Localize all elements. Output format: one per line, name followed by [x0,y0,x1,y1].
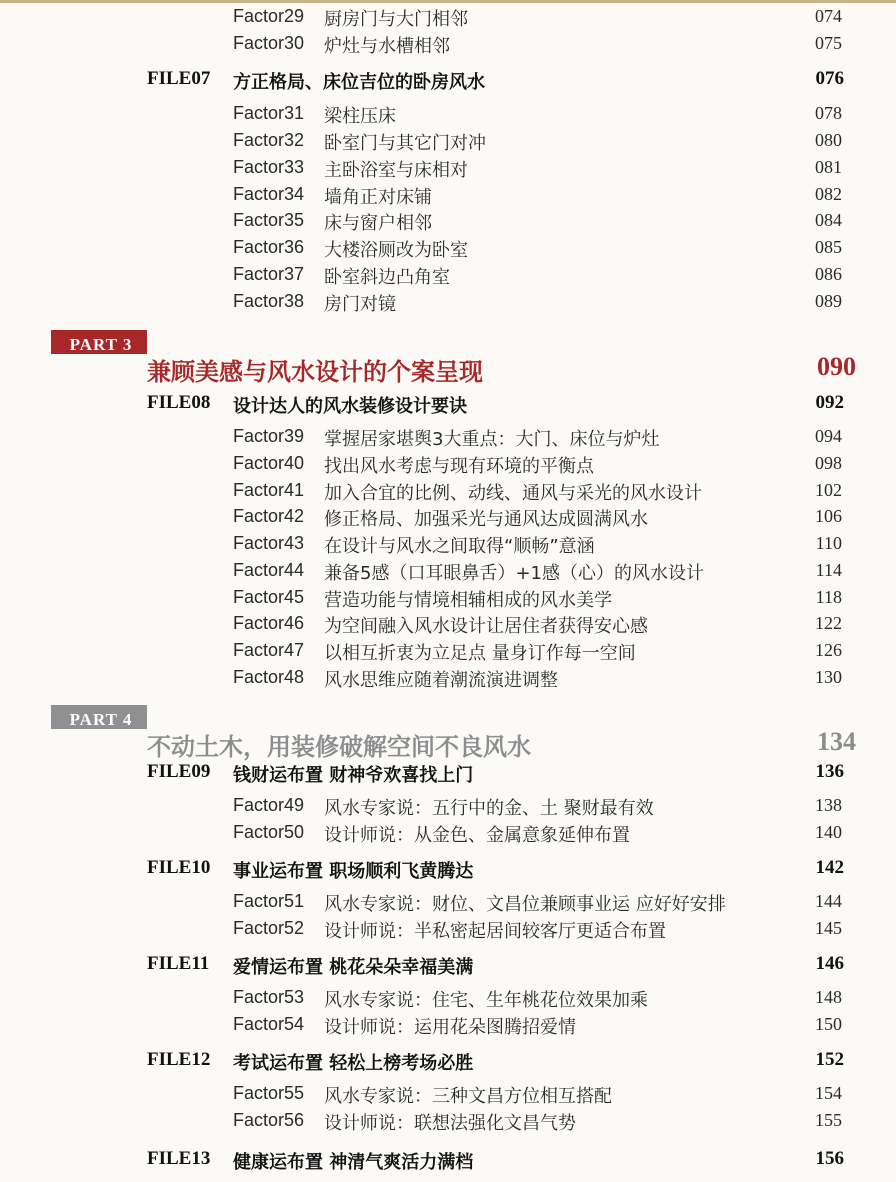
file-title: 爱情运布置 桃花朵朵幸福美满 [233,957,474,978]
factor-title: 卧室斜边凸角室 [324,267,450,288]
factor-row[interactable] [0,531,896,557]
factor-page-number: 078 [815,103,842,123]
part-title[interactable]: 不动土木，用装修破解空间不良风水 [147,732,531,761]
factor-code: Factor33 [233,157,305,177]
factor-code: Factor56 [233,1110,305,1130]
factor-row[interactable] [0,424,896,450]
part-tag: PART 3 [51,330,147,354]
factor-title: 设计师说：从金色、金属意象延伸布置 [324,825,630,846]
factor-row[interactable] [0,1108,896,1134]
top-border-rule [0,0,896,3]
factor-title: 修正格局、加强采光与通风达成圆满风水 [324,509,648,530]
file-code: FILE13 [147,1148,211,1169]
factor-title: 风水专家说：五行中的金、土 聚财最有效 [324,798,654,819]
factor-code: Factor32 [233,130,305,150]
factor-row[interactable] [0,182,896,208]
factor-title: 风水思维应随着潮流演进调整 [324,670,558,691]
factor-page-number: 138 [815,795,842,815]
factor-row[interactable] [0,262,896,288]
file-heading-row[interactable] [0,68,896,94]
factor-title: 梁柱压床 [324,106,396,127]
factor-code: Factor38 [233,291,305,311]
factor-title: 风水专家说：财位、文昌位兼顾事业运 应好好安排 [324,894,726,915]
factor-code: Factor41 [233,480,305,500]
file-heading-row[interactable] [0,953,896,979]
factor-title: 设计师说：运用花朵图腾招爱情 [324,1017,576,1038]
factor-title: 加入合宜的比例、动线、通风与采光的风水设计 [324,483,702,504]
part-tag: PART 4 [51,705,147,729]
factor-page-number: 089 [815,291,842,311]
file-page-number: 156 [815,1148,844,1169]
file-page-number: 146 [815,953,844,974]
factor-row[interactable] [0,451,896,477]
factor-code: Factor48 [233,667,305,687]
part-page-number: 134 [817,727,856,756]
factor-page-number: 148 [815,987,842,1007]
factor-title: 主卧浴室与床相对 [324,160,468,181]
factor-page-number: 118 [815,587,842,607]
factor-row[interactable] [0,208,896,234]
file-title: 方正格局、床位吉位的卧房风水 [233,72,485,93]
file-page-number: 136 [815,761,844,782]
factor-code: Factor55 [233,1083,305,1103]
factor-row[interactable] [0,611,896,637]
factor-title: 炉灶与水槽相邻 [324,36,450,57]
factor-row[interactable] [0,235,896,261]
file-title: 考试运布置 轻松上榜考场必胜 [233,1053,474,1074]
factor-row[interactable] [0,31,896,57]
factor-page-number: 155 [815,1110,842,1130]
factor-page-number: 102 [815,480,842,500]
factor-row[interactable] [0,916,896,942]
factor-code: Factor53 [233,987,305,1007]
factor-code: Factor37 [233,264,305,284]
factor-row[interactable] [0,504,896,530]
factor-row[interactable] [0,793,896,819]
factor-title: 设计师说：半私密起居间较客厅更适合布置 [324,921,666,942]
factor-title: 大楼浴厕改为卧室 [324,240,468,261]
factor-page-number: 086 [815,264,842,284]
factor-code: Factor36 [233,237,305,257]
factor-row[interactable] [0,4,896,30]
factor-title: 风水专家说：三种文昌方位相互搭配 [324,1086,612,1107]
factor-code: Factor35 [233,210,305,230]
factor-title: 床与窗户相邻 [324,213,432,234]
factor-title: 为空间融入风水设计让居住者获得安心感 [324,616,648,637]
factor-row[interactable] [0,289,896,315]
factor-page-number: 140 [815,822,842,842]
factor-code: Factor49 [233,795,305,815]
factor-code: Factor45 [233,587,305,607]
file-code: FILE08 [147,392,211,413]
file-title: 钱财运布置 财神爷欢喜找上门 [233,765,474,786]
factor-page-number: 122 [815,613,842,633]
factor-page-number: 080 [815,130,842,150]
file-heading-row[interactable] [0,1049,896,1075]
factor-page-number: 074 [815,6,842,26]
factor-title: 在设计与风水之间取得“顺畅”意涵 [324,536,595,557]
factor-title: 设计师说：联想法强化文昌气势 [324,1113,576,1134]
file-page-number: 142 [815,857,844,878]
factor-row[interactable] [0,820,896,846]
factor-code: Factor46 [233,613,305,633]
factor-title: 风水专家说：住宅、生年桃花位效果加乘 [324,990,648,1011]
factor-code: Factor29 [233,6,305,26]
factor-row[interactable] [0,1012,896,1038]
factor-code: Factor31 [233,103,305,123]
file-page-number: 152 [815,1049,844,1070]
factor-page-number: 082 [815,184,842,204]
factor-code: Factor40 [233,453,305,473]
file-code: FILE09 [147,761,211,782]
file-title: 设计达人的风水装修设计要诀 [233,396,467,417]
factor-title: 房门对镜 [324,294,396,315]
factor-code: Factor50 [233,822,305,842]
factor-page-number: 094 [815,426,842,446]
file-code: FILE10 [147,857,211,878]
factor-page-number: 145 [815,918,842,938]
factor-title: 找出风水考虑与现有环境的平衡点 [324,456,594,477]
factor-row[interactable] [0,638,896,664]
file-page-number: 092 [815,392,844,413]
factor-page-number: 084 [815,210,842,230]
factor-title: 掌握居家堪舆3大重点：大门、床位与炉灶 [324,429,660,450]
factor-code: Factor39 [233,426,305,446]
part-page-number: 090 [817,352,856,381]
factor-page-number: 150 [815,1014,842,1034]
factor-page-number: 106 [815,506,842,526]
factor-title: 以相互折衷为立足点 量身订作每一空间 [324,643,636,664]
factor-title: 兼备5感（口耳眼鼻舌）+1感（心）的风水设计 [324,563,704,584]
factor-page-number: 144 [815,891,842,911]
factor-page-number: 154 [815,1083,842,1103]
file-heading-row[interactable] [0,392,896,418]
factor-row[interactable] [0,985,896,1011]
factor-row[interactable] [0,101,896,127]
factor-code: Factor44 [233,560,305,580]
file-page-number: 076 [815,68,844,89]
factor-code: Factor54 [233,1014,305,1034]
file-heading-row[interactable] [0,857,896,883]
factor-code: Factor47 [233,640,305,660]
file-heading-row[interactable] [0,761,896,787]
factor-code: Factor43 [233,533,305,553]
factor-code: Factor34 [233,184,305,204]
factor-row[interactable] [0,558,896,584]
factor-code: Factor30 [233,33,305,53]
factor-row[interactable] [0,478,896,504]
file-code: FILE12 [147,1049,211,1070]
factor-page-number: 098 [815,453,842,473]
factor-row[interactable] [0,128,896,154]
factor-row[interactable] [0,665,896,691]
file-heading-row[interactable] [0,1148,896,1174]
factor-row[interactable] [0,1081,896,1107]
file-title: 事业运布置 职场顺利飞黄腾达 [233,861,474,882]
factor-code: Factor52 [233,918,305,938]
factor-row[interactable] [0,585,896,611]
factor-page-number: 126 [815,640,842,660]
factor-title: 营造功能与情境相辅相成的风水美学 [324,590,612,611]
factor-page-number: 114 [815,560,842,580]
factor-code: Factor42 [233,506,305,526]
factor-page-number: 085 [815,237,842,257]
file-code: FILE11 [147,953,210,974]
factor-page-number: 130 [815,667,842,687]
factor-title: 卧室门与其它门对冲 [324,133,486,154]
factor-row[interactable] [0,155,896,181]
factor-page-number: 110 [815,533,842,553]
factor-title: 墙角正对床铺 [324,187,432,208]
part-title[interactable]: 兼顾美感与风水设计的个案呈现 [147,357,483,386]
file-code: FILE07 [147,68,211,89]
factor-page-number: 075 [815,33,842,53]
factor-title: 厨房门与大门相邻 [324,9,468,30]
factor-code: Factor51 [233,891,305,911]
factor-page-number: 081 [815,157,842,177]
file-title: 健康运布置 神清气爽活力满档 [233,1152,474,1173]
factor-row[interactable] [0,889,896,915]
